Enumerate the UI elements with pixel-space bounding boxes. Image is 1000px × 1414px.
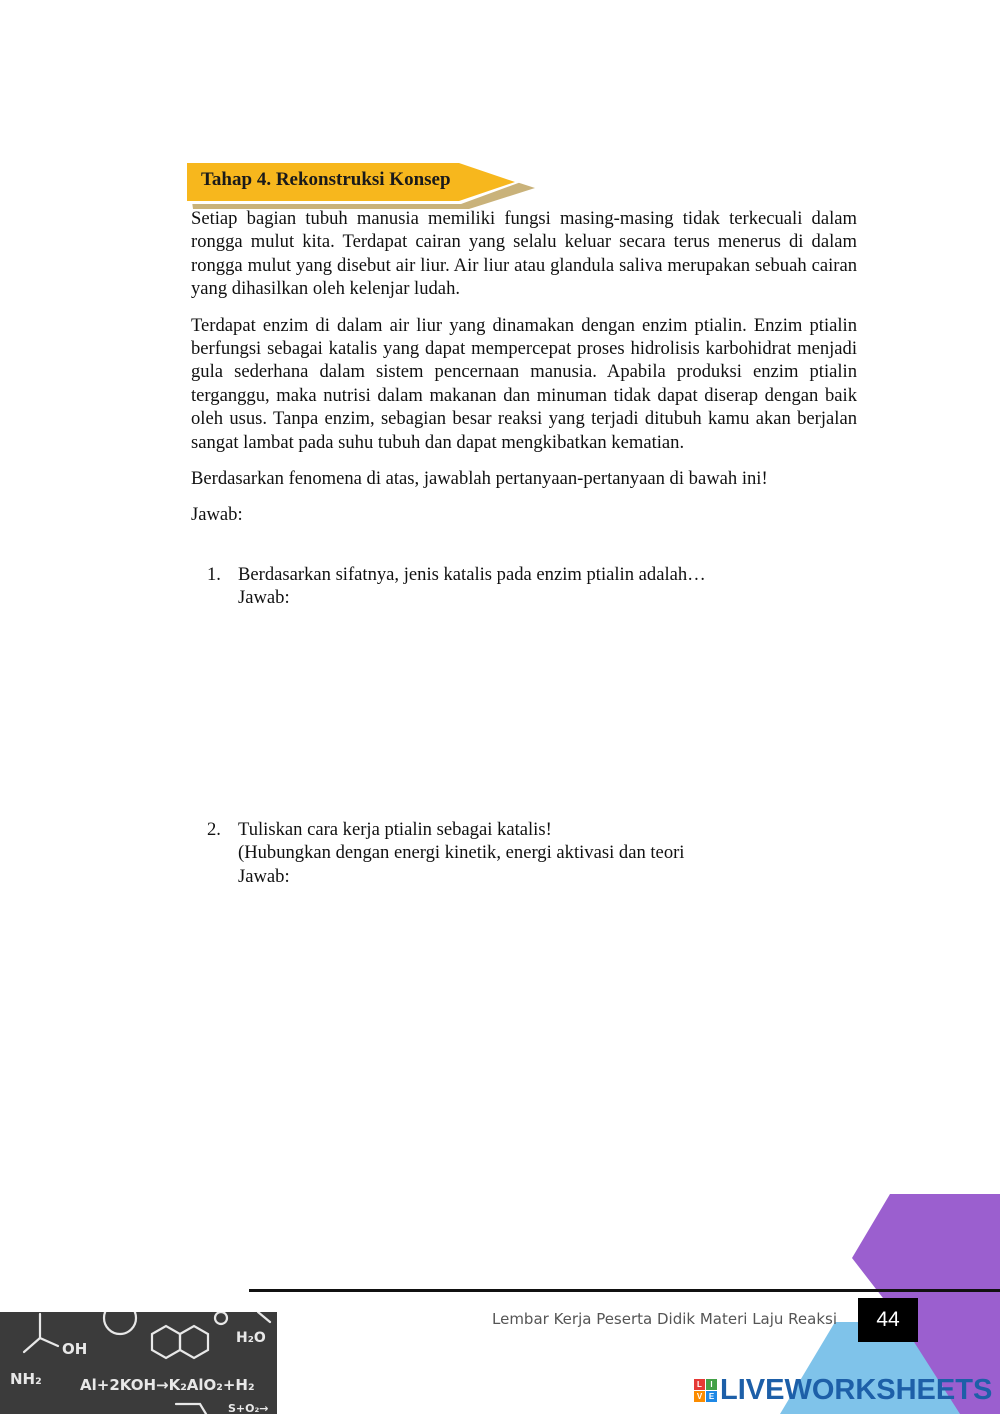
footer-divider [249, 1289, 1000, 1292]
answer-prompt[interactable]: Jawab: [238, 865, 290, 887]
instruction-text: Berdasarkan fenomena di atas, jawablah pertanyaan-pertanyaan di bawah ini! [191, 468, 768, 490]
chalk-label-so2: S+O₂→ [228, 1402, 269, 1414]
brand-name: LIVEWORKSHEETS [720, 1373, 993, 1406]
section-banner [183, 160, 535, 210]
liveworksheets-logo-icon: L I V E [694, 1379, 717, 1402]
question-number: 2. [207, 819, 221, 840]
chalk-label-oh: OH [62, 1340, 88, 1358]
chemistry-doodles-icon [0, 1312, 277, 1414]
page-number: 44 [858, 1298, 918, 1342]
question-hint: (Hubungkan dengan energi kinetik, energi aktivasi dan teori [238, 842, 685, 864]
paragraph-1: Setiap bagian tubuh manusia memiliki fungsi masing-masing tidak terkecuali dalam rongga mulut kita. Terdapat cairan yang selalu keluar secara terus menerus di dalam rongga mulut yang disebut air liur. Air liur atau glandula saliva merupakan sebuah cairan yang dihasilkan oleh kelenjar ludah. [191, 208, 857, 300]
main-content [191, 207, 857, 540]
footer-title: Lembar Kerja Peserta Didik Materi Laju Reaksi [492, 1310, 838, 1328]
chalkboard-image [0, 1312, 277, 1414]
answer-prompt[interactable]: Jawab: [238, 587, 290, 609]
question-number: 1. [207, 564, 221, 585]
paragraph-2: Terdapat enzim di dalam air liur yang dinamakan dengan enzim ptialin. Enzim ptialin berfungsi sebagai katalis yang dapat mempercepat proses hidrolisis karbohidrat menjadi gula sederhana dalam sistem pencernaan manusia. Apabila produksi enzim ptialin terganggu, maka nutrisi dalam makanan dan minuman tidak dapat diserap dengan baik oleh usus. Tanpa enzim, sebagian besar reaksi yang terjadi ditubuh kamu akan berjalan sangat lambat pada suhu tubuh dan dapat mengkibatkan kematian. [191, 314, 857, 453]
question-text: Tuliskan cara kerja ptialin sebagai katalis! [238, 819, 552, 840]
liveworksheets-brand[interactable] [694, 1373, 992, 1407]
chalk-label-nh2: NH₂ [10, 1370, 42, 1388]
answer-label: Jawab: [191, 504, 243, 526]
banner-title: Tahap 4. Rekonstruksi Konsep [201, 169, 451, 190]
chalk-label-h2o: H₂O [236, 1330, 266, 1346]
question-text: Berdasarkan sifatnya, jenis katalis pada enzim ptialin adalah… [238, 564, 706, 585]
chalk-formula: Al+2KOH→K₂AlO₂+H₂ [80, 1376, 255, 1394]
